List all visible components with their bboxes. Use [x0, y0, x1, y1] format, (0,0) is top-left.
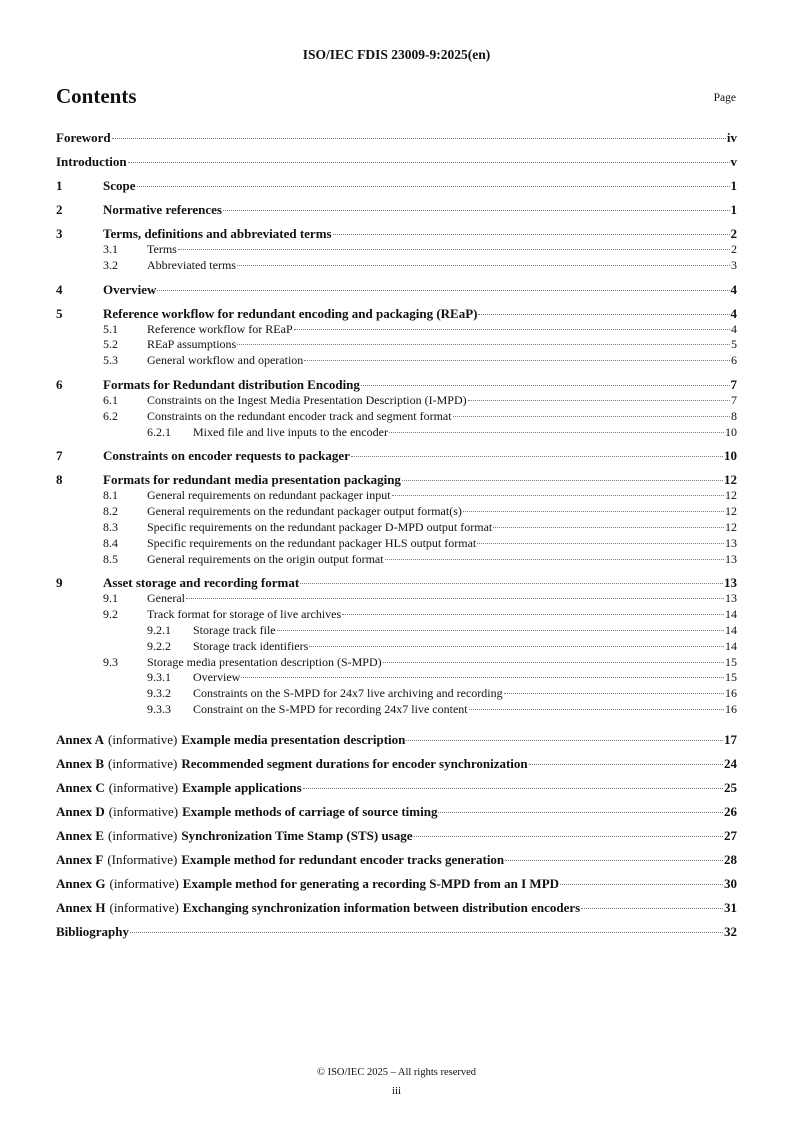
page-ref: 8: [731, 408, 737, 423]
toc-entry[interactable]: [56, 202, 737, 218]
page-ref: 12: [725, 488, 737, 503]
toc-entry[interactable]: [56, 520, 737, 536]
section-title: Terms: [147, 242, 177, 256]
section-title: Synchronization Time Stamp (STS) usage: [181, 827, 413, 843]
toc-entry[interactable]: [56, 686, 737, 702]
dot-leader: [493, 527, 724, 528]
page-ref: 31: [724, 899, 737, 915]
copyright-footer: © ISO/IEC 2025 – All rights reserved: [316, 1067, 477, 1078]
toc-entry[interactable]: [56, 242, 737, 258]
annex-label: Annex C: [56, 779, 105, 795]
page-ref: 16: [725, 686, 737, 701]
page-ref: 12: [725, 519, 737, 534]
page-ref: 1: [730, 178, 737, 193]
page-ref: 10: [724, 448, 737, 464]
toc-entry[interactable]: [56, 876, 737, 892]
toc-entry[interactable]: [56, 258, 737, 274]
section-title: General: [147, 591, 185, 606]
dot-leader: [304, 360, 730, 361]
page-ref: 4: [730, 305, 737, 321]
page-ref: 5: [731, 337, 737, 352]
toc-entry[interactable]: [56, 448, 737, 464]
page-ref: 14: [725, 607, 737, 622]
section-title: Overview: [103, 281, 157, 297]
section-title: Abbreviated terms: [147, 257, 236, 272]
section-title: Storage track identifiers: [193, 638, 309, 653]
toc-entry[interactable]: [56, 488, 737, 504]
section-title: Reference workflow for REaP: [147, 321, 293, 336]
section-number: 8: [56, 472, 63, 488]
page-ref: 13: [725, 535, 737, 550]
section-title: General requirements on redundant packager input: [147, 488, 391, 503]
page-ref: 27: [724, 827, 737, 843]
document-header: ISO/IEC FDIS 23009-9:2025(en): [302, 47, 491, 62]
page-ref: 12: [725, 504, 737, 519]
annex-type: (informative): [108, 827, 178, 843]
section-title: Recommended segment durations for encoder synchronization: [181, 755, 528, 771]
toc-entry[interactable]: [56, 425, 737, 441]
toc-entry[interactable]: [56, 377, 737, 393]
section-number: 9.2.1: [147, 622, 171, 637]
page-ref: 14: [725, 622, 737, 637]
annex-label: Annex A: [56, 731, 105, 747]
dot-leader: [309, 646, 724, 647]
toc-entry[interactable]: [56, 130, 737, 146]
dot-leader: [137, 186, 730, 187]
dot-leader: [385, 559, 724, 560]
dot-leader: [581, 908, 723, 909]
page-ref: 2: [730, 226, 737, 241]
page-column-label: Page: [713, 92, 736, 104]
section-title: Constraints on encoder requests to packager: [103, 448, 350, 464]
dot-leader: [361, 385, 730, 386]
toc-entry[interactable]: [56, 702, 737, 718]
annex-type: (informative): [108, 755, 178, 771]
dot-leader: [505, 860, 723, 861]
toc-entry[interactable]: [56, 756, 737, 772]
section-title: Scope: [103, 178, 136, 193]
page-ref: 26: [724, 803, 737, 819]
section-title: Track format for storage of live archives: [147, 607, 342, 622]
toc-entry[interactable]: [56, 306, 737, 322]
toc-entry[interactable]: [56, 409, 737, 425]
page-ref: 7: [731, 392, 737, 407]
page-ref: 1: [730, 202, 737, 217]
toc-entry[interactable]: [56, 780, 737, 796]
dot-leader: [303, 788, 723, 789]
page-ref: 3: [731, 257, 737, 272]
section-number: 8.4: [103, 535, 118, 550]
section-title: General requirements on the origin output format: [147, 551, 384, 566]
toc-entry[interactable]: [56, 337, 737, 353]
toc-entry[interactable]: [56, 804, 737, 820]
dot-leader: [237, 265, 730, 266]
annex-label: Annex E: [56, 827, 105, 843]
toc-entry[interactable]: [56, 732, 737, 748]
annex-label: Annex H: [56, 899, 106, 915]
dot-leader: [392, 495, 724, 496]
dot-leader: [112, 138, 726, 139]
toc-entry[interactable]: [56, 353, 737, 369]
section-number: 8.3: [103, 519, 118, 534]
annex-type: (informative): [108, 731, 178, 747]
section-title: General requirements on the redundant packager output format(s): [147, 504, 462, 519]
dot-leader: [469, 709, 724, 710]
section-number: 9.2: [103, 607, 118, 622]
annex-type: (informative): [108, 803, 179, 819]
section-number: 5.3: [103, 353, 118, 368]
toc-entry[interactable]: [56, 472, 737, 488]
section-number: 9.3.3: [147, 701, 171, 716]
section-title: Example method for generating a recording S-MPD from an I MPD: [182, 875, 560, 891]
annex-type: (informative): [109, 875, 179, 891]
section-number: 6.2.1: [147, 424, 171, 439]
section-title: Foreword: [56, 130, 111, 145]
dot-leader: [504, 693, 724, 694]
toc-entry[interactable]: [56, 552, 737, 568]
section-number: 3.2: [103, 257, 118, 272]
annex-type: (informative): [109, 899, 179, 915]
dot-leader: [277, 630, 724, 631]
dot-leader: [560, 884, 723, 885]
annex-label: Annex D: [56, 803, 105, 819]
section-number: 5.1: [103, 321, 118, 336]
annex-type: (Informative): [107, 851, 178, 867]
section-title: Constraints on the redundant encoder track and segment format: [147, 408, 452, 423]
section-title: Formats for Redundant distribution Encoding: [103, 376, 360, 392]
section-number: 7: [56, 448, 63, 464]
section-number: 2: [56, 202, 63, 217]
page-ref: 32: [724, 923, 737, 939]
dot-leader: [178, 249, 730, 250]
page-ref: 4: [731, 321, 737, 336]
dot-leader: [241, 677, 724, 678]
page-ref: 28: [724, 851, 737, 867]
section-title: Reference workflow for redundant encoding and packaging (REaP): [103, 305, 478, 321]
section-number: 9.1: [103, 591, 118, 606]
page-ref: 12: [724, 472, 737, 488]
section-number: 9.2.2: [147, 638, 171, 653]
toc-entry[interactable]: [56, 852, 737, 868]
page-ref: 13: [725, 591, 737, 606]
dot-leader: [463, 511, 724, 512]
section-number: 6.1: [103, 392, 118, 407]
section-number: 5: [56, 305, 63, 321]
toc-entry[interactable]: [56, 639, 737, 655]
section-number: 1: [56, 178, 63, 193]
section-title: General workflow and operation: [147, 353, 304, 368]
toc-entry[interactable]: [56, 282, 737, 298]
toc-entry[interactable]: [56, 591, 737, 607]
annex-type: (informative): [108, 779, 179, 795]
section-number: 3: [56, 226, 63, 241]
dot-leader: [406, 740, 723, 741]
page-ref: 13: [725, 551, 737, 566]
annex-label: Annex G: [56, 875, 106, 891]
dot-leader: [157, 290, 729, 291]
toc-entry[interactable]: [56, 154, 737, 170]
toc-entry[interactable]: [56, 924, 737, 940]
toc-entry[interactable]: [56, 226, 737, 242]
page-ref: 16: [725, 701, 737, 716]
toc-entry[interactable]: [56, 670, 737, 686]
section-title: Constraints on the S-MPD for 24x7 live archiving and recording: [193, 686, 503, 701]
section-number: 9.3: [103, 654, 118, 669]
toc-entry[interactable]: [56, 655, 737, 671]
section-title: Introduction: [56, 154, 127, 169]
section-title: Overview: [193, 670, 241, 685]
section-title: Constraints on the Ingest Media Presentation Description (I-MPD): [147, 392, 467, 407]
toc-entry[interactable]: [56, 504, 737, 520]
section-title: Bibliography: [56, 923, 129, 939]
section-number: 9.3.2: [147, 686, 171, 701]
page-ref: 7: [730, 376, 737, 392]
section-number: 9: [56, 575, 63, 591]
page-ref: iv: [726, 130, 737, 145]
page-number: iii: [391, 1085, 402, 1097]
dot-leader: [402, 480, 723, 481]
page-ref: 10: [725, 424, 737, 439]
section-title: Storage media presentation description (S-MPD): [147, 654, 382, 669]
toc-entry[interactable]: [56, 575, 737, 591]
toc-entry[interactable]: [56, 178, 737, 194]
dot-leader: [478, 314, 729, 315]
section-title: Terms, definitions and abbreviated terms: [103, 226, 332, 241]
dot-leader: [294, 329, 730, 330]
dot-leader: [438, 812, 723, 813]
page-ref: 17: [724, 731, 737, 747]
toc-entry[interactable]: [56, 828, 737, 844]
page-ref: 13: [724, 575, 737, 591]
section-title: Normative references: [103, 202, 222, 217]
section-title: Exchanging synchronization information between distribution encoders: [182, 899, 581, 915]
section-number: 3.1: [103, 242, 118, 256]
dot-leader: [468, 400, 730, 401]
dot-leader: [128, 162, 730, 163]
section-number: 8.5: [103, 551, 118, 566]
annex-label: Annex F: [56, 851, 104, 867]
page-ref: 15: [725, 654, 737, 669]
toc-entry[interactable]: [56, 623, 737, 639]
toc-entry[interactable]: [56, 536, 737, 552]
section-number: 5.2: [103, 337, 118, 352]
annex-label: Annex B: [56, 755, 105, 771]
page-ref: 4: [730, 281, 737, 297]
page-ref: 24: [724, 755, 737, 771]
section-title: Example applications: [182, 779, 302, 795]
section-number: 6.2: [103, 408, 118, 423]
section-number: 8.1: [103, 488, 118, 503]
page-ref: 15: [725, 670, 737, 685]
page-ref: v: [730, 154, 737, 169]
dot-leader: [342, 614, 724, 615]
section-title: Specific requirements on the redundant packager HLS output format: [147, 535, 477, 550]
section-number: 6: [56, 376, 63, 392]
dot-leader: [477, 543, 724, 544]
dot-leader: [351, 456, 723, 457]
section-number: 4: [56, 281, 63, 297]
dot-leader: [300, 583, 723, 584]
page-ref: 30: [724, 875, 737, 891]
page-title: Contents: [56, 84, 137, 108]
section-title: Example method for redundant encoder tracks generation: [181, 851, 505, 867]
dot-leader: [333, 234, 730, 235]
section-title: Specific requirements on the redundant packager D-MPD output format: [147, 519, 493, 534]
section-title: Storage track file: [193, 622, 276, 637]
page-ref: 25: [724, 779, 737, 795]
dot-leader: [130, 932, 723, 933]
dot-leader: [223, 210, 730, 211]
toc-entry[interactable]: [56, 900, 737, 916]
section-title: Asset storage and recording format: [103, 575, 300, 591]
section-title: Example media presentation description: [181, 731, 406, 747]
section-number: 9.3.1: [147, 670, 171, 685]
section-title: REaP assumptions: [147, 337, 237, 352]
page-ref: 14: [725, 638, 737, 653]
section-title: Mixed file and live inputs to the encoder: [193, 424, 388, 439]
toc-entry[interactable]: [56, 393, 737, 409]
toc-entry[interactable]: [56, 607, 737, 623]
section-title: Example methods of carriage of source timing: [182, 803, 438, 819]
dot-leader: [186, 598, 724, 599]
dot-leader: [414, 836, 723, 837]
section-title: Formats for redundant media presentation packaging: [103, 472, 401, 488]
section-number: 8.2: [103, 504, 118, 519]
table-of-contents: [56, 122, 737, 940]
page-ref: 6: [731, 353, 737, 368]
dot-leader: [237, 344, 730, 345]
dot-leader: [383, 662, 724, 663]
dot-leader: [389, 432, 724, 433]
dot-leader: [529, 764, 723, 765]
section-title: Constraint on the S-MPD for recording 24x7 live content: [193, 701, 468, 716]
dot-leader: [453, 416, 730, 417]
toc-entry[interactable]: [56, 322, 737, 338]
page-ref: 2: [731, 242, 737, 256]
